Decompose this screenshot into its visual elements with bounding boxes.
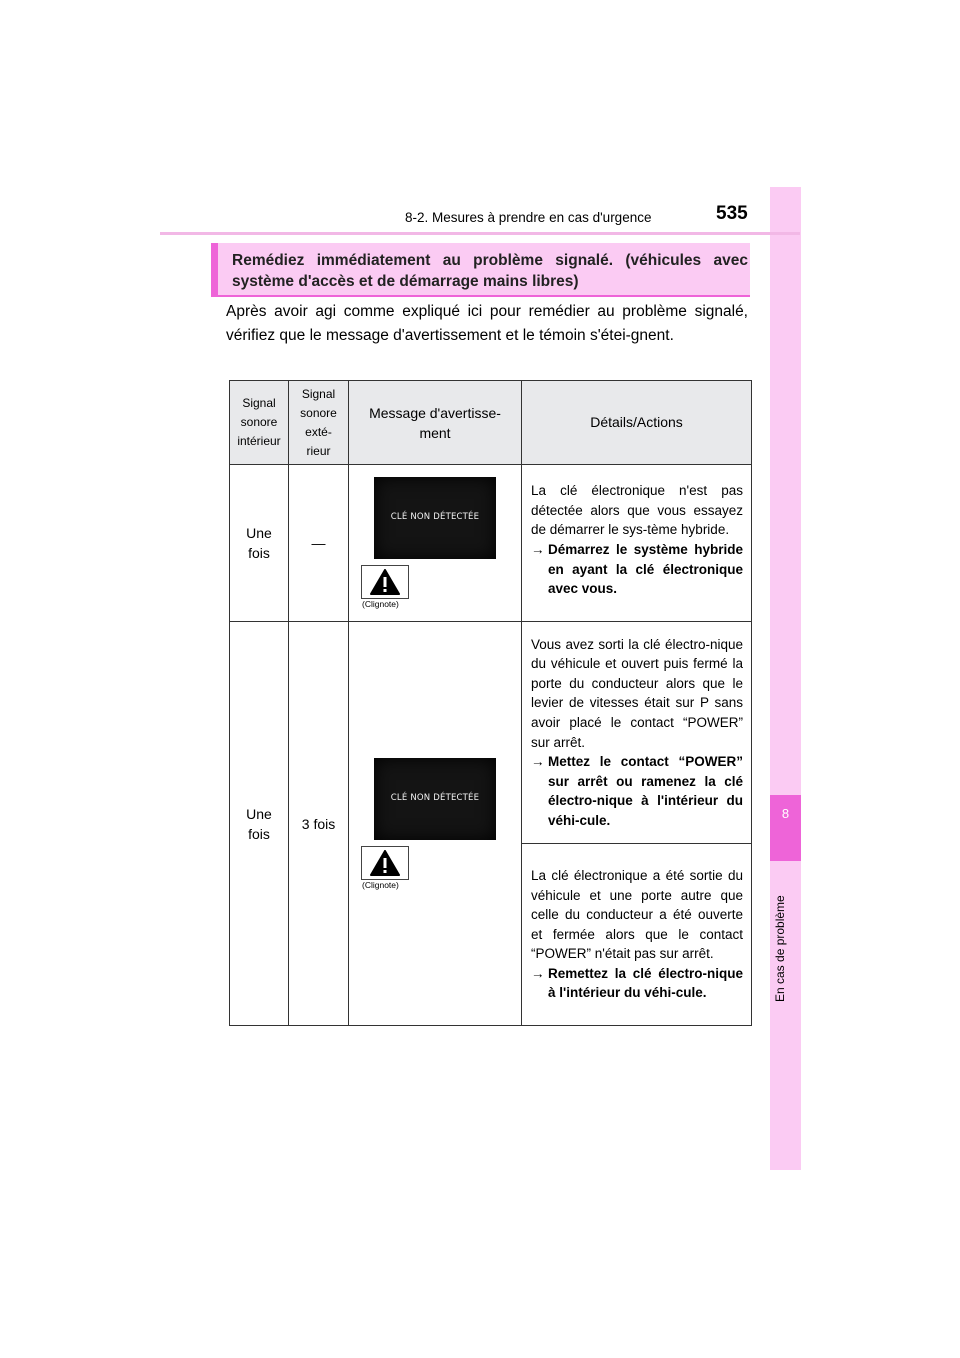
details-action	[531, 540, 743, 599]
chapter-number: 8	[770, 795, 801, 861]
warning-triangle-icon	[361, 846, 409, 880]
chapter-side-tab	[770, 187, 801, 1170]
warning-message-cell	[349, 465, 522, 622]
table-row	[230, 622, 752, 844]
details-description: La clé électronique n'est pas détectée alors que vous essayez de démarrer le sys-tème hybride.	[531, 483, 743, 538]
arrow-right-icon: →	[531, 542, 545, 557]
interior-buzzer-cell: Une fois	[230, 622, 289, 1026]
interior-buzzer-cell: Une fois	[230, 465, 289, 622]
action-text: Mettez le contact “POWER” sur arrêt ou ramenez la clé électro-nique à l'intérieur du véhi-cule.	[548, 754, 743, 828]
header-divider	[160, 232, 800, 235]
details-action	[531, 752, 743, 830]
display-screen	[374, 477, 496, 559]
page-number: 535	[716, 203, 748, 224]
display-screen	[374, 758, 496, 840]
details-description: Vous avez sorti la clé électro-nique du véhicule et ouvert puis fermé la porte du conducteur alors que le levier de vitesses était sur P sans avoir placé le contact “POWER” sur arrêt.	[531, 636, 743, 750]
details-cell	[522, 844, 752, 1026]
display-text: CLÉ NON DÉTECTÉE	[390, 512, 480, 522]
exterior-buzzer-cell: —	[289, 465, 349, 622]
exterior-buzzer-cell: 3 fois	[289, 622, 349, 1026]
details-cell	[522, 622, 752, 844]
blink-note: (Clignote)	[362, 599, 399, 609]
warning-triangle-icon	[361, 565, 409, 599]
header-warning-message: Message d'avertisse-ment	[349, 381, 522, 465]
header-details-actions: Détails/Actions	[522, 381, 752, 465]
chapter-label	[773, 976, 933, 1002]
header-interior-buzzer: Signal sonore intérieur	[230, 381, 289, 465]
callout-title: Remédiez immédiatement au problème signalé. (véhicules avec système d'accès et de démarrage mains libres)	[232, 252, 748, 290]
arrow-right-icon: →	[531, 754, 545, 770]
details-cell	[522, 465, 752, 622]
blink-note: (Clignote)	[362, 879, 399, 890]
table-header-row	[230, 381, 752, 465]
display-text: CLÉ NON DÉTECTÉE	[390, 792, 480, 803]
callout-box	[211, 243, 750, 297]
arrow-right-icon: →	[531, 965, 545, 981]
details-action	[531, 964, 743, 1003]
warning-table	[229, 380, 752, 1026]
intro-paragraph: Après avoir agi comme expliqué ici pour remédier au problème signalé, vérifiez que le message d'avertissement et le témoin s'étei-gnent.	[226, 303, 748, 344]
table-row	[230, 465, 752, 622]
action-text: Démarrez le système hybride en ayant la clé électronique avec vous.	[548, 542, 743, 597]
section-title: 8-2. Mesures à prendre en cas d'urgence	[405, 210, 652, 225]
details-description: La clé électronique a été sortie du véhicule et une porte autre que celle du conducteur a été ouverte et fermée alors que le contact “POWER” n'était pas sur arrêt.	[531, 867, 743, 962]
warning-message-cell	[349, 622, 522, 1026]
header-exterior-buzzer: Signal sonore exté-rieur	[289, 381, 349, 465]
action-text: Remettez la clé électro-nique à l'intérieur du véhi-cule.	[548, 965, 743, 1001]
